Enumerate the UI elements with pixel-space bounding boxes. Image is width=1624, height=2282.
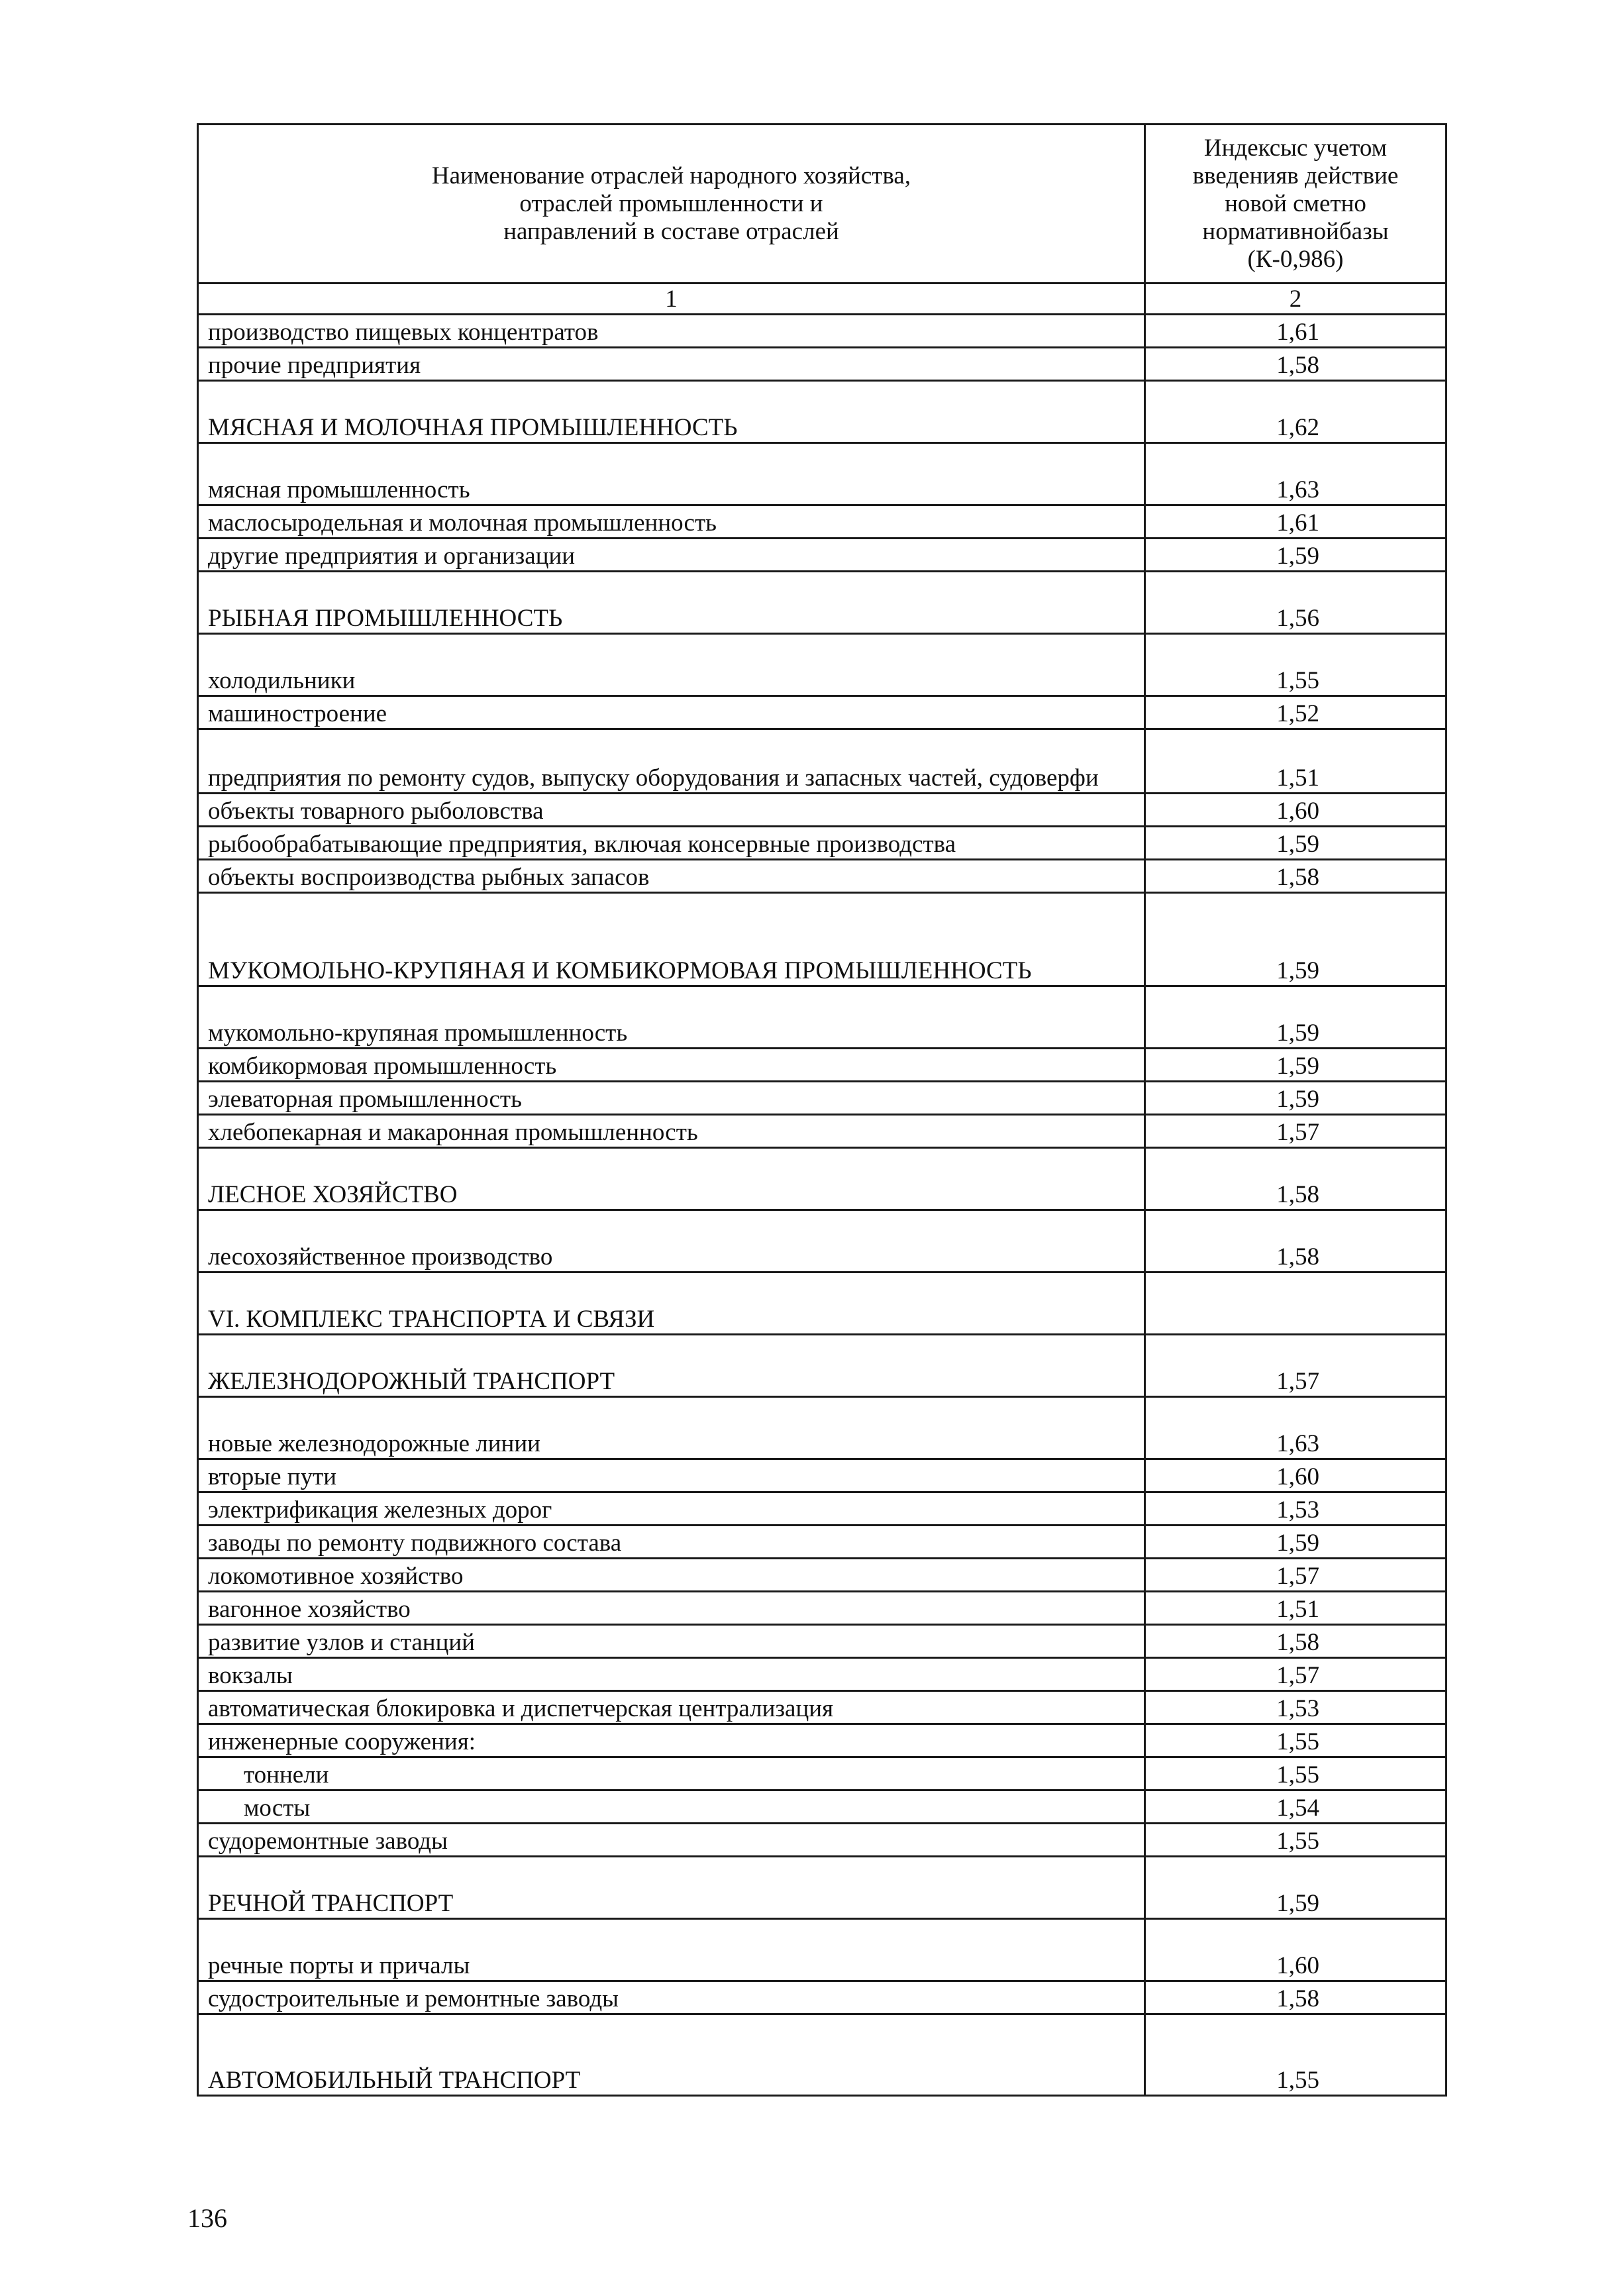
row-index-value: 1,55 bbox=[1145, 2014, 1446, 2096]
row-index-value: 1,61 bbox=[1145, 505, 1446, 539]
table-row bbox=[198, 1592, 1446, 1625]
row-name: локомотивное хозяйство bbox=[198, 1559, 1145, 1592]
row-index-value: 1,59 bbox=[1145, 986, 1446, 1049]
row-index-value: 1,58 bbox=[1145, 1148, 1446, 1210]
table-row bbox=[198, 1757, 1446, 1790]
row-name: вторые пути bbox=[198, 1459, 1145, 1492]
row-index-value: 1,55 bbox=[1145, 1757, 1446, 1790]
row-name: электрификация железных дорог bbox=[198, 1492, 1145, 1526]
table-section-row bbox=[198, 1272, 1446, 1335]
row-name: новые железнодорожные линии bbox=[198, 1397, 1145, 1459]
row-index-value: 1,58 bbox=[1145, 860, 1446, 893]
table-section-row bbox=[198, 1335, 1446, 1397]
row-index-value: 1,55 bbox=[1145, 1824, 1446, 1857]
row-index-value bbox=[1145, 1272, 1446, 1335]
row-index-value: 1,59 bbox=[1145, 1526, 1446, 1559]
row-name: комбикормовая промышленность bbox=[198, 1049, 1145, 1082]
row-index-value: 1,54 bbox=[1145, 1790, 1446, 1824]
row-name: маслосыродельная и молочная промышленность bbox=[198, 505, 1145, 539]
table-section-row bbox=[198, 572, 1446, 634]
row-name: МУКОМОЛЬНО-КРУПЯНАЯ И КОМБИКОРМОВАЯ ПРОМЫШЛЕННОСТЬ bbox=[198, 893, 1145, 986]
row-name: вокзалы bbox=[198, 1658, 1145, 1691]
table-row bbox=[198, 1115, 1446, 1148]
row-name: рыбообрабатывающие предприятия, включая консервные производства bbox=[198, 827, 1145, 860]
row-index-value: 1,57 bbox=[1145, 1335, 1446, 1397]
header-col-name-line: отраслей промышленности и bbox=[519, 189, 823, 217]
table-row bbox=[198, 986, 1446, 1049]
table-row bbox=[198, 1049, 1446, 1082]
table-row bbox=[198, 315, 1446, 348]
table-section-row bbox=[198, 1857, 1446, 1919]
row-index-value: 1,58 bbox=[1145, 1981, 1446, 2014]
row-name: инженерные сооружения: bbox=[198, 1724, 1145, 1757]
table-row bbox=[198, 1724, 1446, 1757]
table-row bbox=[198, 794, 1446, 827]
row-index-value: 1,53 bbox=[1145, 1691, 1446, 1724]
row-name: другие предприятия и организации bbox=[198, 539, 1145, 572]
row-index-value: 1,52 bbox=[1145, 696, 1446, 729]
industry-index-table bbox=[197, 123, 1447, 2097]
table-row bbox=[198, 1082, 1446, 1115]
table-row bbox=[198, 505, 1446, 539]
row-index-value: 1,60 bbox=[1145, 794, 1446, 827]
header-col-name-line: направлений в составе отраслей bbox=[503, 217, 839, 245]
row-name: речные порты и причалы bbox=[198, 1919, 1145, 1981]
row-index-value: 1,59 bbox=[1145, 1857, 1446, 1919]
page-number: 136 bbox=[187, 2203, 227, 2233]
table-row bbox=[198, 1397, 1446, 1459]
row-index-value: 1,57 bbox=[1145, 1658, 1446, 1691]
table-row bbox=[198, 1658, 1446, 1691]
row-index-value: 1,57 bbox=[1145, 1559, 1446, 1592]
table-row bbox=[198, 1492, 1446, 1526]
row-name: объекты товарного рыболовства bbox=[198, 794, 1145, 827]
row-index-value: 1,59 bbox=[1145, 1049, 1446, 1082]
row-name: элеваторная промышленность bbox=[198, 1082, 1145, 1115]
row-index-value: 1,59 bbox=[1145, 1082, 1446, 1115]
table-row bbox=[198, 1559, 1446, 1592]
row-index-value: 1,63 bbox=[1145, 443, 1446, 505]
row-name: вагонное хозяйство bbox=[198, 1592, 1145, 1625]
row-index-value: 1,62 bbox=[1145, 381, 1446, 443]
row-index-value: 1,53 bbox=[1145, 1492, 1446, 1526]
table-row bbox=[198, 443, 1446, 505]
row-name: прочие предприятия bbox=[198, 348, 1145, 381]
row-name: судостроительные и ремонтные заводы bbox=[198, 1981, 1145, 2014]
table-row bbox=[198, 1981, 1446, 2014]
column-number-1: 1 bbox=[198, 284, 1145, 315]
column-number-2: 2 bbox=[1145, 284, 1446, 315]
row-index-value: 1,55 bbox=[1145, 634, 1446, 696]
table-row bbox=[198, 1790, 1446, 1824]
table-row bbox=[198, 1526, 1446, 1559]
row-index-value: 1,60 bbox=[1145, 1459, 1446, 1492]
row-index-value: 1,63 bbox=[1145, 1397, 1446, 1459]
header-col-name-line: Наименование отраслей народного хозяйства, bbox=[431, 162, 911, 189]
table-row bbox=[198, 696, 1446, 729]
row-name: ЖЕЛЕЗНОДОРОЖНЫЙ ТРАНСПОРТ bbox=[198, 1335, 1145, 1397]
table-header-row bbox=[198, 125, 1446, 284]
table-section-row bbox=[198, 1148, 1446, 1210]
table-row bbox=[198, 348, 1446, 381]
row-name: объекты воспроизводства рыбных запасов bbox=[198, 860, 1145, 893]
row-name: производство пищевых концентратов bbox=[198, 315, 1145, 348]
column-number-row bbox=[198, 284, 1446, 315]
row-index-value: 1,59 bbox=[1145, 827, 1446, 860]
row-name: предприятия по ремонту судов, выпуску оборудования и запасных частей, судоверфи bbox=[198, 729, 1145, 794]
row-index-value: 1,59 bbox=[1145, 539, 1446, 572]
header-col-index-line: нормативнойбазы bbox=[1202, 217, 1389, 245]
row-index-value: 1,57 bbox=[1145, 1115, 1446, 1148]
table-row bbox=[198, 1210, 1446, 1272]
table-row bbox=[198, 860, 1446, 893]
table-section-row bbox=[198, 381, 1446, 443]
row-name: ЛЕСНОЕ ХОЗЯЙСТВО bbox=[198, 1148, 1145, 1210]
row-name: судоремонтные заводы bbox=[198, 1824, 1145, 1857]
row-name: развитие узлов и станций bbox=[198, 1625, 1145, 1658]
table-row bbox=[198, 1625, 1446, 1658]
header-col-index-line: введенияв действие bbox=[1192, 162, 1399, 189]
row-name: мосты bbox=[198, 1790, 1145, 1824]
row-name: заводы по ремонту подвижного состава bbox=[198, 1526, 1145, 1559]
row-index-value: 1,60 bbox=[1145, 1919, 1446, 1981]
table-row bbox=[198, 539, 1446, 572]
header-col-index bbox=[1145, 125, 1446, 284]
table-row bbox=[198, 1824, 1446, 1857]
row-name: мукомольно-крупяная промышленность bbox=[198, 986, 1145, 1049]
row-name: лесохозяйственное производство bbox=[198, 1210, 1145, 1272]
table-section-row bbox=[198, 893, 1446, 986]
row-index-value: 1,59 bbox=[1145, 893, 1446, 986]
table-row bbox=[198, 1919, 1446, 1981]
row-name: хлебопекарная и макаронная промышленность bbox=[198, 1115, 1145, 1148]
row-name: машиностроение bbox=[198, 696, 1145, 729]
table-row bbox=[198, 729, 1446, 794]
table-row bbox=[198, 827, 1446, 860]
header-col-index-line: Индексыс учетом bbox=[1203, 134, 1388, 162]
table-section-row bbox=[198, 2014, 1446, 2096]
header-col-index-line: (К-0,986) bbox=[1247, 245, 1344, 273]
row-name: холодильники bbox=[198, 634, 1145, 696]
row-name: АВТОМОБИЛЬНЫЙ ТРАНСПОРТ bbox=[198, 2014, 1145, 2096]
row-name: VI. КОМПЛЕКС ТРАНСПОРТА И СВЯЗИ bbox=[198, 1272, 1145, 1335]
row-index-value: 1,58 bbox=[1145, 1210, 1446, 1272]
table-row bbox=[198, 1459, 1446, 1492]
table-row bbox=[198, 634, 1446, 696]
row-name: РЫБНАЯ ПРОМЫШЛЕННОСТЬ bbox=[198, 572, 1145, 634]
row-index-value: 1,55 bbox=[1145, 1724, 1446, 1757]
header-col-name bbox=[198, 125, 1145, 284]
row-index-value: 1,56 bbox=[1145, 572, 1446, 634]
row-name: МЯСНАЯ И МОЛОЧНАЯ ПРОМЫШЛЕННОСТЬ bbox=[198, 381, 1145, 443]
table-row bbox=[198, 1691, 1446, 1724]
row-index-value: 1,58 bbox=[1145, 1625, 1446, 1658]
row-name: мясная промышленность bbox=[198, 443, 1145, 505]
row-index-value: 1,61 bbox=[1145, 315, 1446, 348]
row-index-value: 1,51 bbox=[1145, 729, 1446, 794]
header-col-index-line: новой сметно bbox=[1225, 189, 1366, 217]
row-name: тоннели bbox=[198, 1757, 1145, 1790]
row-name: автоматическая блокировка и диспетчерская централизация bbox=[198, 1691, 1145, 1724]
row-name: РЕЧНОЙ ТРАНСПОРТ bbox=[198, 1857, 1145, 1919]
row-index-value: 1,51 bbox=[1145, 1592, 1446, 1625]
row-index-value: 1,58 bbox=[1145, 348, 1446, 381]
